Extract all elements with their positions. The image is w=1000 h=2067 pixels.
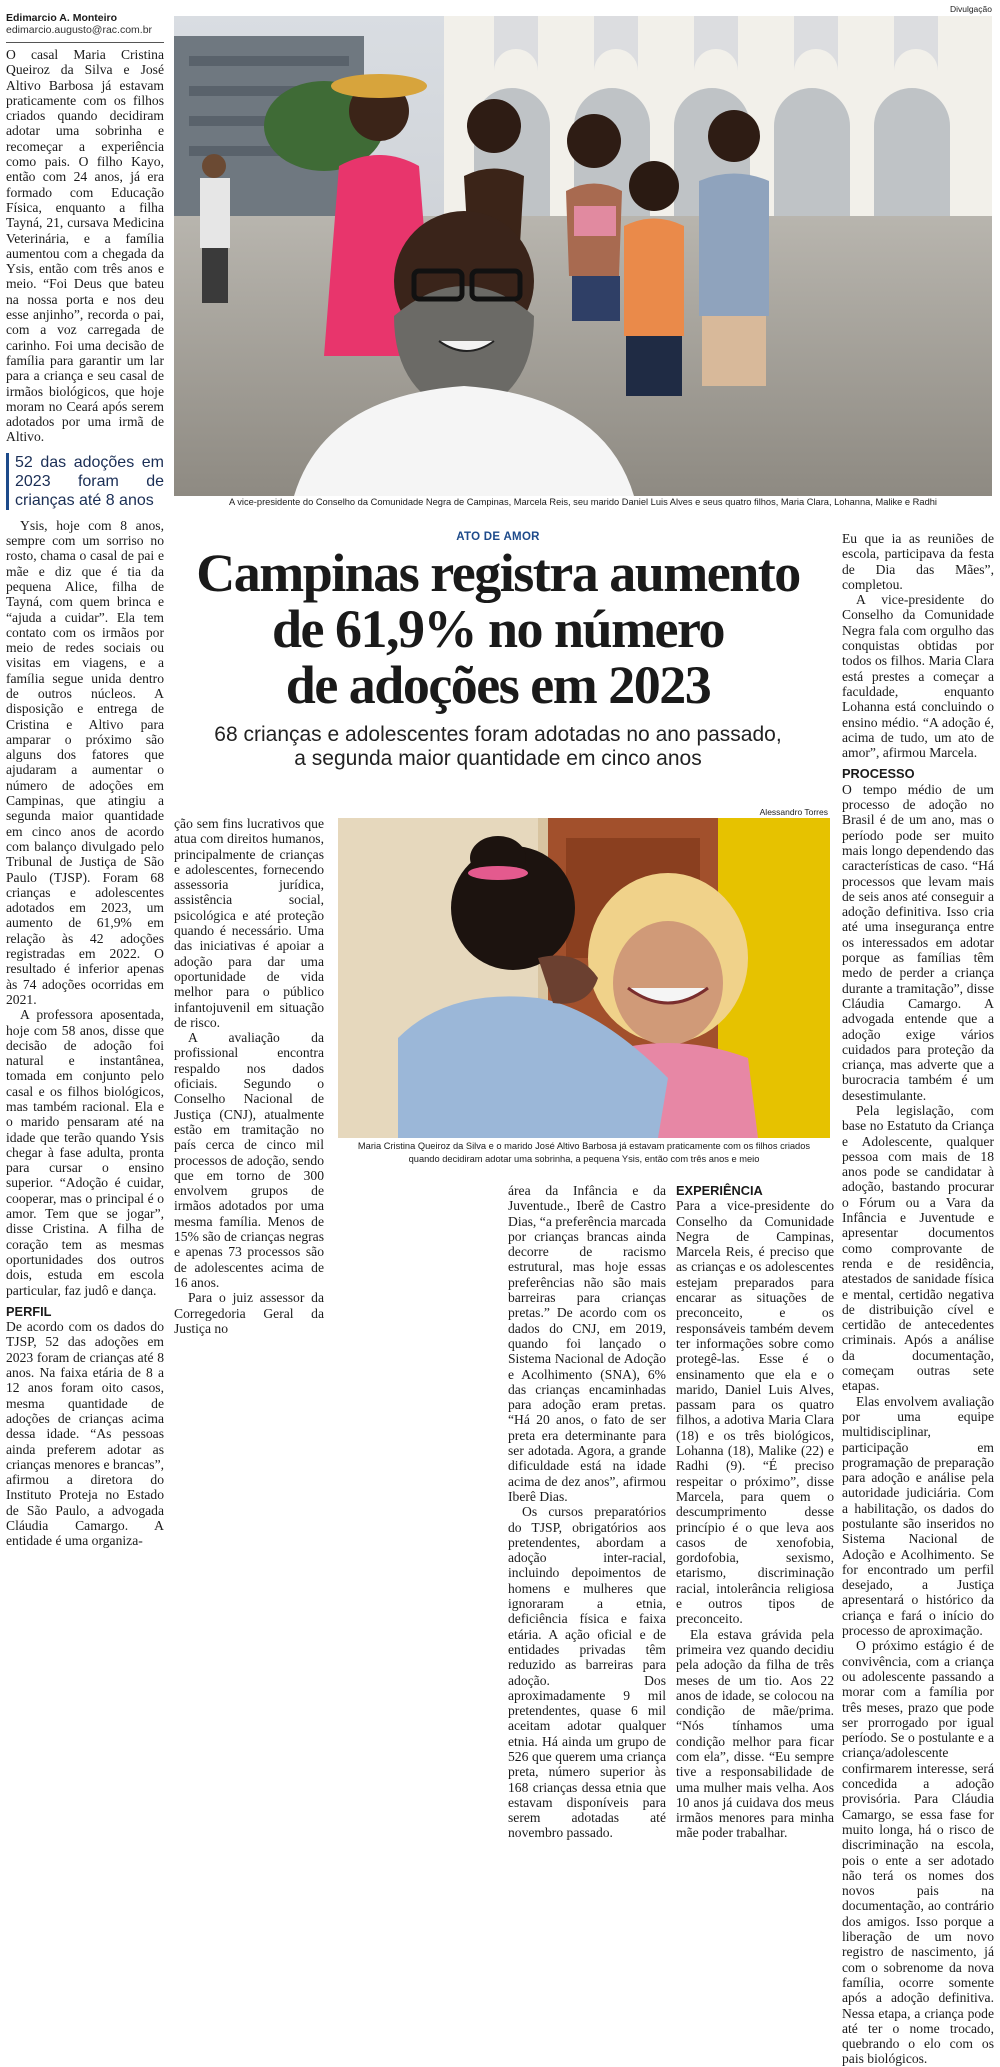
photo-bottom-credit: Alessandro Torres [759,807,828,817]
col5-paragraph-1: Eu que ia as reuniões de escola, participava da festa de Dia das Mães”, completou. [842,531,994,592]
col3-paragraph-2: Os cursos preparatórios do TJSP, obrigatórios aos pretendentes, abordam a adoção inter-racial, incluindo depoimentos de homens e mulheres que ignoraram a etnia, deficiência física e faixa etária. A ação oficial e de entidades privadas têm reduzido as barreiras para adoção. Dos aproximadamente 9 mil pretendentes, quase 6 mil aceitam adotar qualquer etnia. Há ainda um grupo de 526 que querem uma criança preta, número superior às 168 crianças dessa etnia que estavam disponíveis para serem adotadas até novembro passado. [508,1504,666,1841]
kicker: ATO DE AMOR [456,531,540,543]
col1-subhead-perfil: PERFIL [6,1303,52,1319]
col2-paragraph-3: Para o juiz assessor da Corregedoria Geral da Justiça no [174,1290,324,1336]
photo-bottom-caption-line-2: quando decidiram adotar uma sobrinha, a pequena Ysis, então com três anos e meio [408,1154,760,1164]
deck-line-1: 68 crianças e adolescentes foram adotadas no ano passado, [214,723,782,746]
photo-top [174,16,992,496]
photo-bottom [338,818,830,1138]
col1-paragraph-2: Ysis, hoje com 8 anos, sempre com um sorriso no rosto, chama o casal de pai e mãe e diz que é tia da pequena Alice, filha de Tayná, com quem brinca e “ajuda a cuidar”. Ela tem contato com os irmãos por meio de redes sociais ou visitas em viagens, e a família segue unida dentro de outros núcleos. A disposição e entrega de Cristina e Altivo para amparar o próximo são alguns dos fatores que ajudaram a aumentar o número de adoções em Campinas, que atingiu a segunda maior quantidade em cinco anos de acordo com balanço divulgado pelo Tribunal de Justiça de São Paulo (TJSP). Foram 68 crianças e adolescentes adotados em 2023, um aumento de 61,9% em relação às 42 adoções registradas em 2022. O resultado é inferior apenas às 74 adoções ocorridas em 2021. [6,517,164,1007]
headline-line-2: de 61,9% no número [271,599,725,659]
col4-paragraph-2: Ela estava grávida pela primeira vez quando decidiu pela adoção da filha de três meses de um tio. Aos 22 anos de idade, se colocou na condição de mãe/prima. “Nós tínhamos uma condição melhor para ficar com ela”, disse. “Eu sempre tive a responsabilidade de uma mulher mais velha. Aos 10 anos já cuidava dos meus irmãos menores para minha mãe poder trabalhar. [676,1626,834,1841]
col4-paragraph-1: Para a vice-presidente do Conselho da Comunidade Negra de Campinas, Marcela Reis, é preciso que as crianças e os adolescentes estejam preparados para encarar as situações de preconceito, e os responsáveis também devem ter informações sobre como protegê-las. Esse é o ensinamento que ela e o marido, Daniel Luis Alves, passam para os quatro filhos, a adotiva Maria Clara (18) e os três biológicos, Lohanna (18), Malike (22) e Radhi (9). “É preciso respeitar o próximo”, disse Marcela, para quem o descumprimento desse princípio é o que leva aos casos de xenofobia, gordofobia, sexismo, etarismo, discriminação racial, intolerância religiosa e outros tipos de preconceito. [676,1198,834,1627]
byline-email[interactable]: edimarcio.augusto@rac.com.br [6,24,153,36]
col5-paragraph-3: O tempo médio de um processo de adoção no Brasil é de um ano, mas o período pode ser muito mais longo dependendo das características de caso. “Há processos que levam mais de seis anos até conseguir a adoção definitiva. Isso cria até uma insegurança entre os interessados em adotar porque as famílias têm medo de perder a criança durante a tramitação”, disse Cláudia Camargo. A advogada entende que a adoção exige vários cuidados para proteção da criança, mas adverte que a burocracia também é um desestimulante. [842,781,994,1103]
byline [6,12,166,36]
col5-subhead-processo: PROCESSO [842,766,915,782]
col2-paragraph-2: A avaliação da profissional encontra respaldo nos dados oficiais. Segundo o Conselho Nacional de Justiça (CNJ), atualmente estão em tramitação no país cerca de cinco mil processos de adoção, sendo que em torno de 300 envolvem grupos de irmãos adotados por uma mesma família. Menos de 15% são de crianças negras e apenas 73 processos são de adolescentes acima de 16 anos. [174,1030,324,1290]
headline-block [174,531,822,771]
col5-paragraph-6: O próximo estágio é de convivência, com a criança ou adolescente passando a morar com a família por três meses, prazo que pode ser prorrogado por igual período. Se o postulante e a criança/adolescente confirmarem interesse, será concedida a adoção provisória. Para Cláudia Camargo, se essa fase for muito longa, há o risco de discriminação na escola, pois o ente a ser adotado não terá os nomes dos novos pais na documentação, ao contrário dos amigos. Isso porque a liberação de um novo registro de nascimento, já com o sobrenome da nova família, ocorre somente após a adoção definitiva. Nessa etapa, a criança pode até ter o nome trocado, quebrando o elo com os pais biológicos. [842,1638,994,2067]
column-4 [676,1183,834,1841]
family-photo-illustration [174,16,992,496]
col2-paragraph-1: ção sem fins lucrativos que atua com direitos humanos, principalmente de crianças e adolescentes, fornecendo assessoria jurídica, assistência social, psicológica e até proteção quando é necessário. Uma das iniciativas é apoiar a adoção para dar uma oportunidade de vida melhor para o público infantojuvenil em situação de risco. [174,816,324,1030]
col5-paragraph-4: Pela legislação, com base no Estatuto da Criança e Adolescente, qualquer pessoa com mais de 18 anos pode se candidatar à adoção, bastando procurar o Fórum ou a Vara da Infância e Juventude e apresentar documentos como comprovante de renda e de residência, atestados de sanidade física e mental, certidão negativa de distribuição cível e certidão de antecedentes criminais. Após a análise da documentação, começam outras sete etapas. [842,1102,994,1394]
headline-line-1: Campinas registra aumento [196,543,800,603]
col3-paragraph-1: área da Infância e da Juventude., Iberê de Castro Dias, “a preferência marcada por crianças brancas ainda decorre de racismo estrutural, mas hoje essas preferências não são mais barreiras para crianças pretas.” De acordo com os dados do CNJ, em 2019, quando foi lançado o Sistema Nacional de Adoção e Acolhimento (SNA), 6% das crianças encaminhadas para adoção eram pretas. “Há 20 anos, o fato de ser preta era determinante para ser adotada. Agora, a grande dificuldade está na idade acima de dez anos”, afirmou Iberê Dias. [508,1183,666,1504]
column-2 [174,816,324,1336]
column-5 [842,531,994,2067]
column-3 [508,1183,666,1841]
byline-rule [6,42,164,43]
byline-name: Edimarcio A. Monteiro [6,12,118,24]
adoption-photo-illustration [338,818,830,1138]
highlight-quote: 52 das adoções em 2023 foram de crianças até 8 anos [6,453,164,510]
deck-line-2: a segunda maior quantidade em cinco anos [294,747,702,770]
headline-line-3: de adoções em 2023 [285,655,711,715]
col1-paragraph-4: De acordo com os dados do TJSP, 52 das adoções em 2023 foram de crianças até 8 anos. Na faixa etária de 8 a 12 anos foram oito casos, mesma quantidade de adoções de crianças acima dessa idade. “As pessoas ainda preferem adotar as crianças menores e brancas”, afirmou a diretora do Instituto Proteja no Estado de São Paulo, a advogada Cláudia Camargo. A entidade é uma organiza- [6,1319,164,1549]
photo-top-caption: A vice-presidente do Conselho da Comunidade Negra de Campinas, Marcela Reis, seu marido Daniel Luis Alves e seus quatro filhos, Maria Clara, Lohanna, Malike e Radhi [229,497,937,507]
col4-subhead-experiencia: EXPERIÊNCIA [676,1183,763,1198]
col1-paragraph-3: A professora aposentada, hoje com 58 anos, disse que decisão de adoção foi natural e instantânea, tomada em conjunto pelo casal e os filhos biológicos, mas também racional. Ela e o marido pensaram até na idade que terão quando Ysis chegar à fase adulta, pronta para cursar o ensino superior. “Adoção é cuidar, cooperar, mas o principal é o amor. Tem que se jogar”, disse Cristina. A filha de coração tem as mesmas oportunidades dos outros dois, estuda em escola particular, faz judô e dança. [6,1007,164,1298]
photo-bottom-caption [330,1140,838,1166]
photo-top-credit: Divulgação [949,4,992,14]
col1-paragraph-1: O casal Maria Cristina Queiroz da Silva e José Altivo Barbosa já estavam praticamente com os filhos criados quando decidiram adotar uma sobrinha e recomeçar a experiência como pais. O filho Kayo, então com 24 anos, já era formado com Educação Física, enquanto a filha Tayná, 21, cursava Medicina Veterinária, e a família aumentou com a chegada da Ysis, então com três anos e meio. “Foi Deus que bateu na nossa porta e nos deu esse anjinho”, recorda o pai, com a voz carregada de carinho. Foi uma decisão de família para garantir um lar para a criança e seu casal de irmãos biológicos, que hoje moram no Ceará após serem adotados por uma irmã de Altivo. [6,47,164,445]
col5-paragraph-2: A vice-presidente do Conselho da Comunidade Negra fala com orgulho das conquistas obtidas por todos os filhos. Maria Clara está prestes a começar a faculdade, enquanto Lohanna está concluindo o ensino médio. “A adoção é, acima de tudo, um ato de amor”, afirmou Marcela. [842,592,994,761]
headline [174,545,822,713]
col5-paragraph-5: Elas envolvem avaliação por uma equipe multidisciplinar, participação em programação de preparação para adoção e análise pela autoridade judiciária. Com a habilitação, os dados do postulante são inseridos no Sistema Nacional de Adoção e Acolhimento. Se for encontrado um perfil desejado, a Justiça apresentará o histórico da criança e fará o início do processo de aproximação. [842,1393,994,1639]
deck [174,723,822,771]
column-1 [6,47,164,1549]
photo-bottom-caption-line-1: Maria Cristina Queiroz da Silva e o marido José Altivo Barbosa já estavam praticamente com os filhos criados [357,1141,811,1151]
